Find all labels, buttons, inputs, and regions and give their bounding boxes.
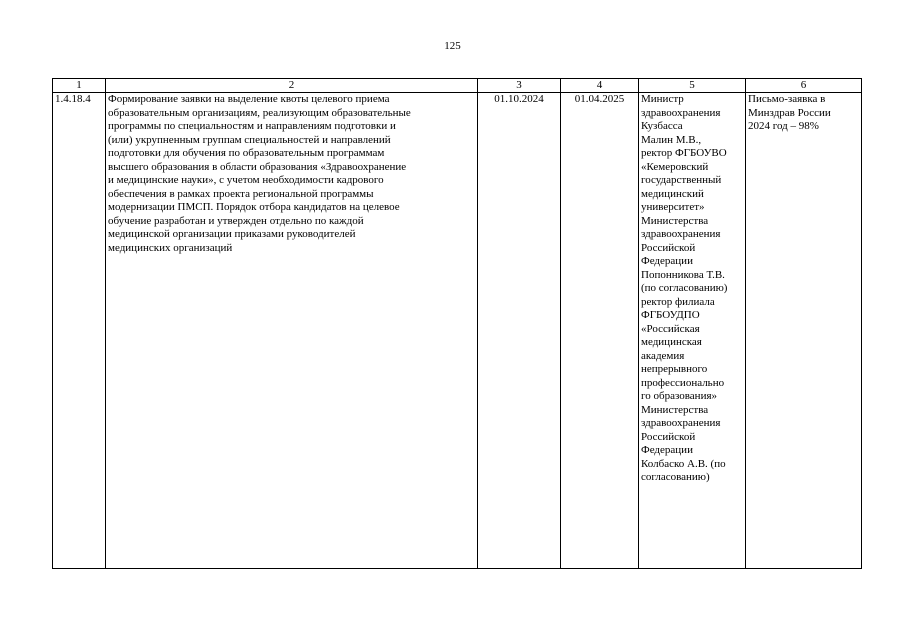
plan-table bbox=[52, 78, 862, 569]
row-responsible: Министр здравоохранения Кузбасса Малин М.В., ректор ФГБОУВО «Кемеровский государственный медицинский университет» Министерства здравоохранения Российской Федерации Попонникова Т.В. (по согласованию) ректор филиала ФГБОУДПО «Российская медицинская академия непрерывного профессионально го образования» Министерства здравоохранения Российской Федерации Колбаско А.В. (по согласованию) bbox=[641, 93, 728, 483]
column-header-number: 1 bbox=[53, 79, 106, 93]
table-row bbox=[53, 93, 862, 569]
table-header-row bbox=[53, 79, 862, 93]
page-number: 125 bbox=[444, 40, 461, 52]
row-start-date-cell bbox=[478, 93, 561, 569]
row-end-date: 01.04.2025 bbox=[574, 93, 625, 105]
row-result: Письмо-заявка в Минздрав России 2024 год – 98% bbox=[748, 93, 831, 132]
column-header-result: 6 bbox=[746, 79, 862, 93]
column-header-responsible: 5 bbox=[639, 79, 746, 93]
row-id-cell bbox=[53, 93, 106, 569]
row-result-cell bbox=[746, 93, 862, 569]
row-description: Формирование заявки на выделение квоты целевого приема образовательным организациям, реализующим образовательные программы по специальностям и направлениям подготовки и (или) укрупненным группам специальностей и направлений подготовки для обучения по образовательным программам высшего образования в области образования «Здравоохранение и медицинские науки», с учетом необходимости кадрового обеспечения в рамках проекта региональной программы модернизации ПМСП. Порядок отбора кандидатов на целевое обучение разработан и утвержден отдельно по каждой медицинской организации приказами руководителей медицинских организаций bbox=[108, 93, 411, 254]
column-header-description: 2 bbox=[106, 79, 478, 93]
row-description-cell bbox=[106, 93, 478, 569]
column-header-end-date: 4 bbox=[561, 79, 639, 93]
row-end-date-cell bbox=[561, 93, 639, 569]
column-header-start-date: 3 bbox=[478, 79, 561, 93]
row-start-date: 01.10.2024 bbox=[494, 93, 544, 105]
row-responsible-cell bbox=[639, 93, 746, 569]
row-id: 1.4.18.4 bbox=[55, 93, 91, 105]
